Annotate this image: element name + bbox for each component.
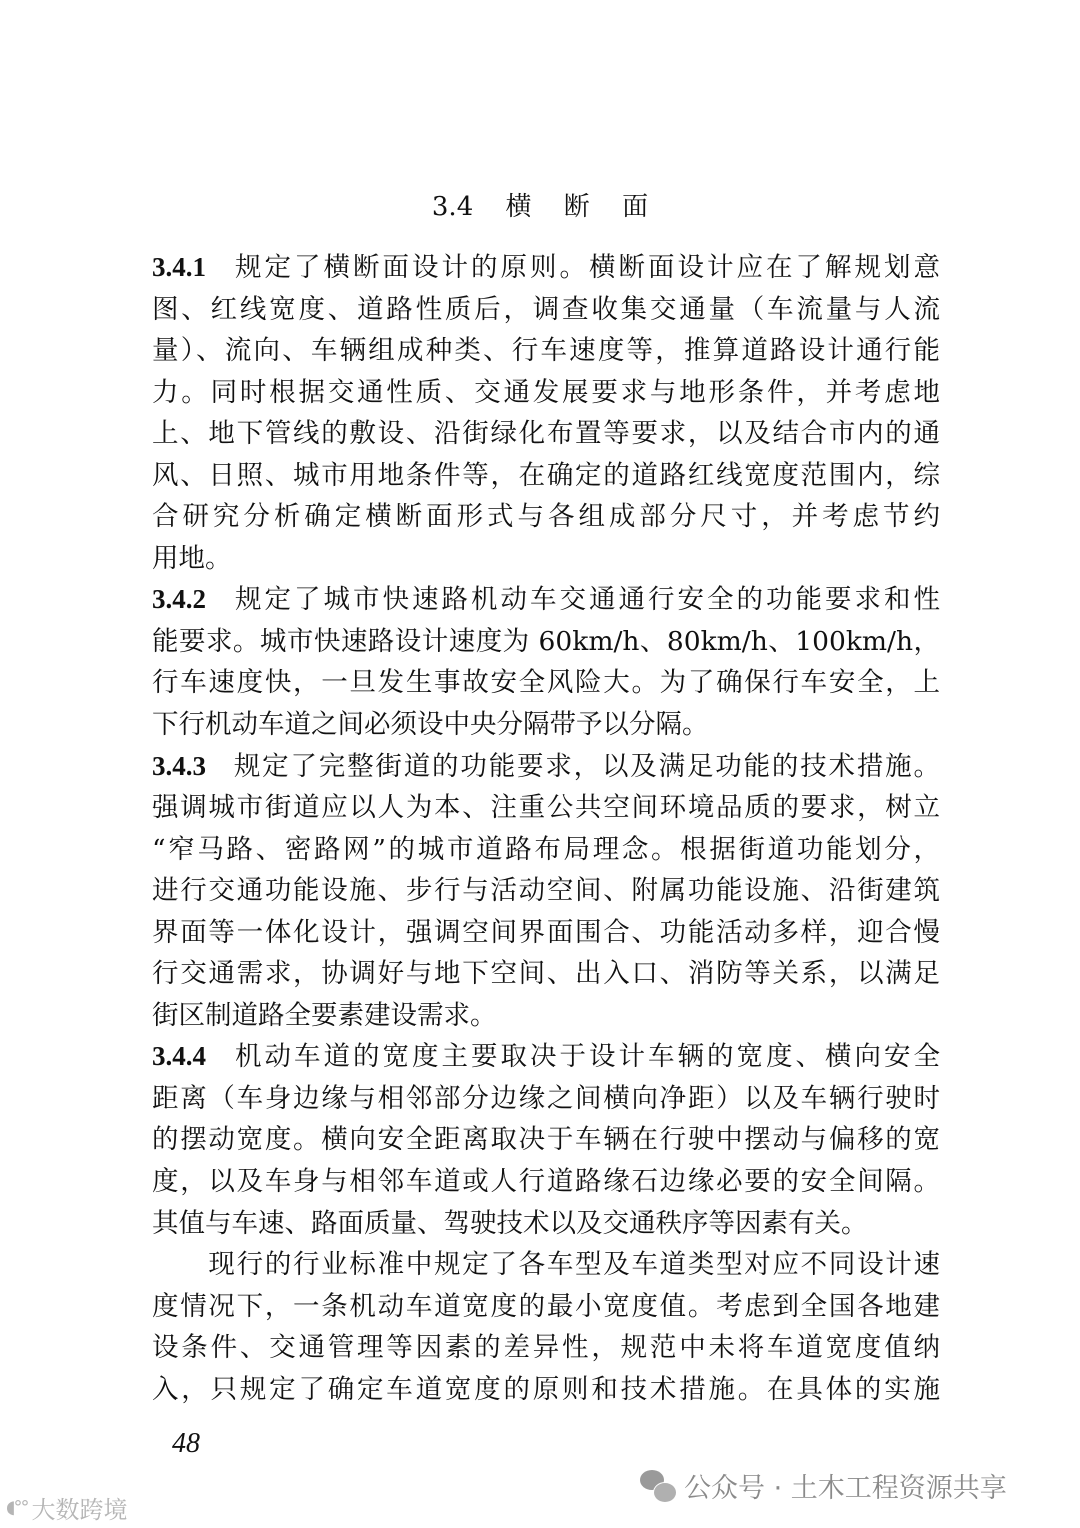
text-line — [152, 912, 940, 954]
line-text: 机动车道的宽度主要取决于设计车辆的宽度、横向安全 — [232, 1041, 940, 1073]
text-line — [152, 1036, 940, 1078]
section-heading — [0, 186, 1080, 223]
text-line — [152, 746, 940, 788]
wechat-account-text: 公众号 · 土木工程资源共享 — [684, 1473, 1007, 1504]
clause-paragraph — [152, 247, 940, 579]
clause-paragraph — [152, 1244, 940, 1410]
line-text: 其值与车速、路面质量、驾驶技术以及交通秩序等因素有关。 — [152, 1207, 868, 1239]
text-line — [152, 579, 940, 621]
page-number: 48 — [172, 1428, 200, 1459]
line-text: 现行的行业标准中规定了各车型及车道类型对应不同设计速 — [152, 1249, 940, 1281]
text-line — [152, 1327, 940, 1369]
line-text: 进行交通功能设施、步行与活动空间、附属功能设施、沿街建筑 — [152, 875, 940, 907]
line-text: 力。同时根据交通性质、交通发展要求与地形条件，并考虑地 — [152, 376, 940, 408]
text-line — [152, 1369, 940, 1411]
clause-number: 3.4.2 — [152, 584, 206, 615]
line-text: 入，只规定了确定车道宽度的原则和技术措施。在具体的实施 — [152, 1373, 940, 1405]
text-line — [152, 1078, 940, 1120]
text-line — [152, 621, 940, 663]
line-text: 量）、流向、车辆组成种类、行车速度等，推算道路设计通行能 — [152, 335, 940, 367]
line-text: 强调城市街道应以人为本、注重公共空间环境品质的要求，树立 — [152, 792, 940, 824]
section-number: 3.4 — [431, 192, 474, 222]
text-line — [152, 1119, 940, 1161]
clause-number: 3.4.3 — [152, 750, 206, 781]
line-text: 上、地下管线的敷设、沿街绿化布置等要求，以及结合市内的通 — [152, 418, 940, 450]
logo-icon: ◖°° — [6, 1497, 28, 1518]
line-text: 度情况下，一条机动车道宽度的最小宽度值。考虑到全国各地建 — [152, 1290, 940, 1322]
logo-text: 大数跨境 — [31, 1496, 128, 1524]
text-line — [152, 829, 940, 871]
wechat-watermark — [640, 1466, 1007, 1505]
text-line — [152, 496, 940, 538]
text-line — [152, 787, 940, 829]
line-text: 街区制道路全要素建设需求。 — [152, 999, 497, 1031]
text-line — [152, 995, 940, 1037]
text-line — [152, 704, 940, 746]
text-line — [152, 870, 940, 912]
section-title-char: 横 — [505, 192, 532, 222]
text-line — [152, 1286, 940, 1328]
clause-paragraph — [152, 579, 940, 745]
text-line — [152, 953, 940, 995]
line-text: 用地。 — [152, 542, 232, 574]
line-text: 距离（车身边缘与相邻部分边缘之间横向净距）以及车辆行驶时 — [152, 1082, 940, 1114]
clause-paragraph — [152, 1036, 940, 1244]
text-line — [152, 413, 940, 455]
text-line — [152, 662, 940, 704]
clause-number: 3.4.1 — [152, 252, 206, 282]
line-text: 度，以及车身与相邻车道或人行道路缘石边缘必要的安全间隔。 — [152, 1166, 940, 1198]
text-line — [152, 455, 940, 497]
document-body — [152, 247, 940, 1410]
logo-watermark — [6, 1490, 127, 1525]
text-line — [152, 538, 940, 580]
text-line — [152, 289, 940, 331]
line-text: 能要求。城市快速路设计速度为 60km/h、80km/h、100km/h， — [152, 625, 940, 657]
line-text: 合研究分析确定横断面形式与各组成部分尺寸，并考虑节约 — [152, 501, 940, 533]
line-text: 下行机动车道之间必须设中央分隔带予以分隔。 — [152, 709, 709, 741]
line-text: 图、红线宽度、道路性质后，调查收集交通量（车流量与人流 — [152, 293, 940, 325]
line-text: 风、日照、城市用地条件等，在确定的道路红线宽度范围内，综 — [152, 459, 940, 491]
line-text: 的摆动宽度。横向安全距离取决于车辆在行驶中摆动与偏移的宽 — [152, 1124, 940, 1156]
clause-number: 3.4.4 — [152, 1041, 206, 1072]
line-text: 行车速度快，一旦发生事故安全风险大。为了确保行车安全，上 — [152, 667, 940, 699]
line-text: 界面等一体化设计，强调空间界面围合、功能活动多样，迎合慢 — [152, 916, 940, 948]
text-line — [152, 1244, 940, 1286]
wechat-icon — [640, 1470, 676, 1502]
section-title-char: 面 — [622, 192, 649, 222]
line-text: 规定了横断面设计的原则。横断面设计应在了解规划意 — [232, 252, 940, 283]
line-text: 行交通需求，协调好与地下空间、出入口、消防等关系，以满足 — [152, 958, 940, 990]
text-line — [152, 372, 940, 414]
section-title-char: 断 — [563, 192, 590, 222]
text-line — [152, 247, 940, 289]
text-line — [152, 330, 940, 372]
text-line — [152, 1203, 940, 1245]
line-text: 规定了城市快速路机动车交通通行安全的功能要求和性 — [232, 584, 940, 616]
line-text: 设条件、交通管理等因素的差异性，规范中未将车道宽度值纳 — [152, 1332, 940, 1364]
line-text: 规定了完整街道的功能要求，以及满足功能的技术措施。 — [232, 750, 940, 782]
clause-paragraph — [152, 746, 940, 1037]
line-text: “窄马路、密路网”的城市道路布局理念。根据街道功能划分， — [152, 833, 940, 865]
text-line — [152, 1161, 940, 1203]
